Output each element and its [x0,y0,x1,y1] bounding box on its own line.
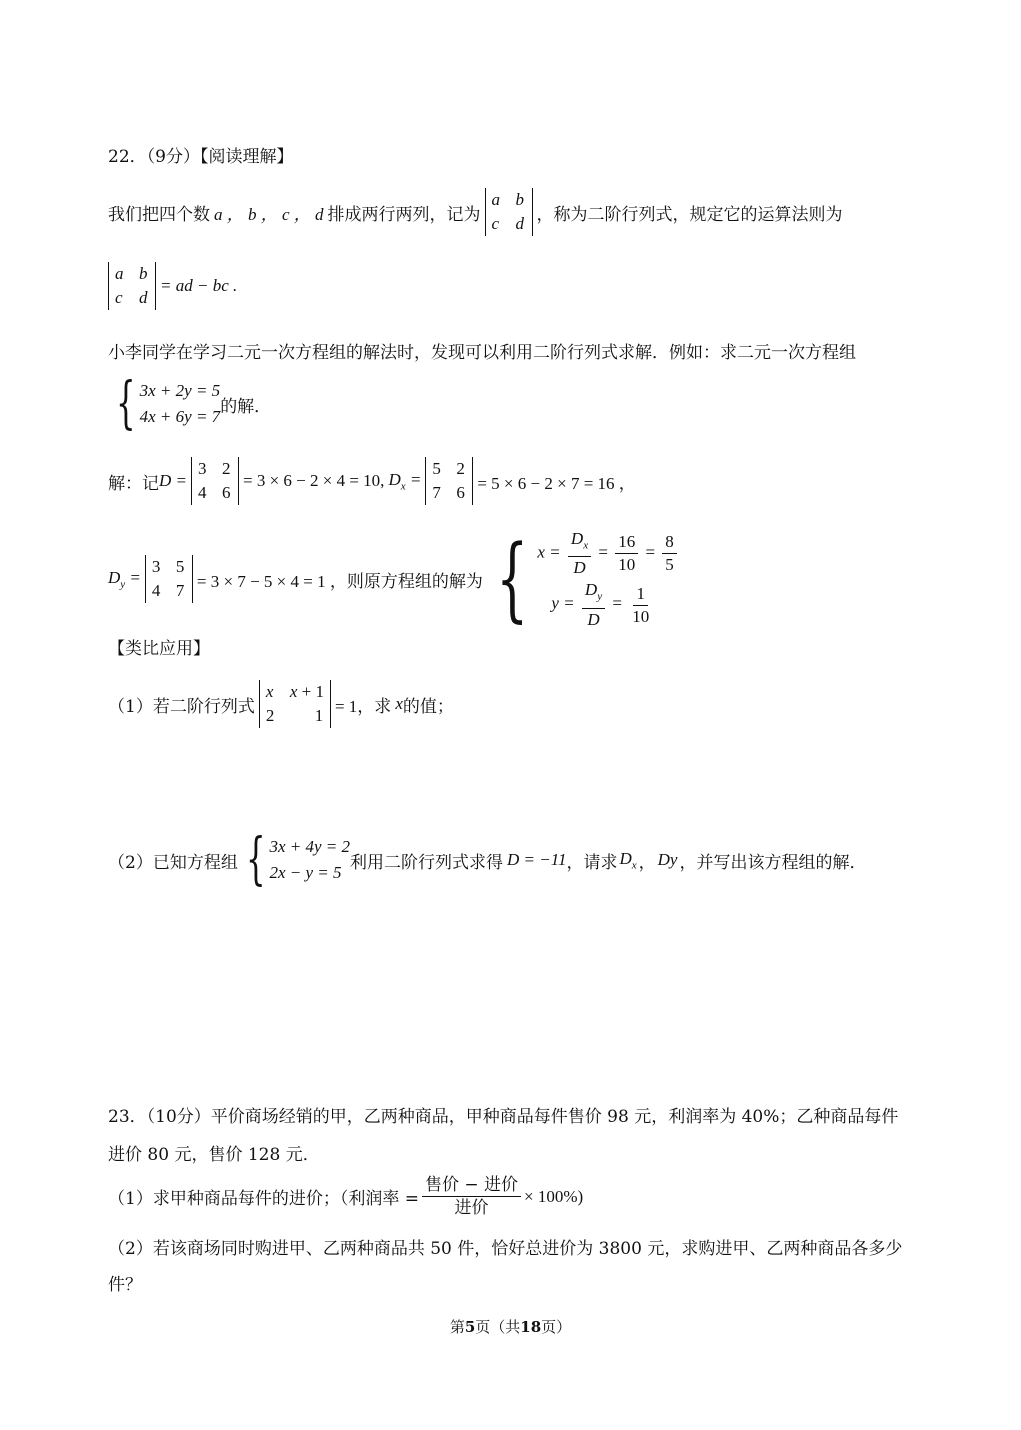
left-brace-icon: { [245,827,266,892]
intro-determinant: a b c d [485,188,533,236]
intro-vars: a ， b ， c ， d [214,204,324,224]
intro-text-a: 我们把四个数 [108,204,210,225]
x-frac2-num: 8 [662,531,677,554]
footer-b: 页（共 [475,1318,521,1336]
q23-part-2-line-2: 件？ [108,1275,142,1295]
y-frac-num: 1 [633,583,648,606]
profit-rate-numerator: 售价 − 进价 [422,1174,521,1197]
definition-determinant: a b c d [108,262,156,310]
paragraph-2-text: 小李同学在学习二元一次方程组的解法时，发现可以利用二阶行列式求解．例如：求二元一次方程组 [108,343,856,363]
q23-part-2 [108,1234,902,1259]
question-1-text-b: = 1，求 [334,696,392,716]
q23-part-2-line-1: （2）若该商场同时购进甲、乙两种商品共 50 件，恰好总进价为 3800 元，求购进甲、乙两种商品各多少 [108,1239,903,1259]
q22-example-system [108,371,272,436]
q23-line-1 [108,1102,898,1127]
intro-text-c: ，称为二阶行列式，规定它的运算法则为 [536,204,843,225]
question-2-D-value: D = −11 [507,850,567,869]
q23-part-1 [108,1174,583,1219]
solution-label: 解：记 [108,473,159,494]
q22-question-1: （1）若二阶行列式 x x + 1 2 1 = 1，求 x 的值； [108,680,454,728]
q23-line-1-text: 23．（10分）平价商场经销的甲，乙两种商品，甲种商品每件售价 98 元，利润率为 40%；乙种商品每件 [108,1107,899,1127]
x-frac1-num: 16 [615,531,638,554]
footer-c: 页） [541,1318,572,1336]
question-2-text-c: ，请求 [566,852,618,873]
example-tail: 的解． [220,396,272,417]
question-1-determinant: x x + 1 2 1 [259,680,331,728]
page-footer [0,1316,1021,1337]
footer-a: 第 [449,1318,465,1336]
q23-line-2-text: 进价 80 元，售价 128 元． [108,1145,320,1165]
solution-x-label: x = [537,542,561,562]
q23-part-1-text-a: （1）求甲种商品每件的进价；（利润率 = [108,1189,419,1209]
x-frac1-den: 10 [618,555,636,575]
solution-x-line: x = $\frac{D_x}{D}$ = $\frac{16}{10}$ = $\frac{8}{5}$ [537,528,679,579]
solution-D-determinant: 3 2 4 6 [191,457,239,505]
question-2-Dy: Dy [657,850,678,869]
question-2-text-a: （2）已知方程组 [108,852,238,873]
footer-page-number: 5 [464,1318,476,1336]
left-brace-icon: { [496,525,529,633]
q22-intro [108,188,843,236]
question-1-text-c: 的值； [402,696,454,717]
question-2-text-b: 利用二阶行列式求得 [350,852,504,873]
profit-rate-fraction [422,1174,521,1219]
analogy-text: 【类比应用】 [108,639,210,659]
profit-rate-denominator: 进价 [454,1198,489,1218]
question-2-text-d: ， [638,852,656,873]
intro-text-b: 排成两行两列，记为 [327,204,481,225]
question-2-eq-1: 3x + 4y = 2 [269,837,351,856]
question-2-system [238,827,351,892]
question-2-eq-2: 2x − y = 5 [269,863,342,882]
q23-part-2-cont [108,1270,142,1295]
example-equation-system [108,371,221,436]
question-2-text-e: ，并写出该方程组的解． [679,852,867,873]
solution-Dy-calc: = 3 × 7 − 5 × 4 = 1 ，则原方程组的解为 [196,571,483,591]
question-1-text-a: （1）若二阶行列式 [108,696,255,717]
q22-solution-line-2: $D_y$ = 3 5 4 7 = 3 × 7 − 5 × 4 = 1 ，则原方程组的解为 { x = $\frac{D_x}{D}$ = $\frac{16}{10}$ = $\frac{8}{5}$ y = $\frac{D_y}{D}$ = $\frac{1}{10}$ [108,528,680,631]
footer-total-pages: 18 [520,1318,542,1336]
q22-header-text: 22．（9分）【阅读理解】 [108,147,294,167]
solution-y-line: y = $\frac{D_y}{D}$ = $\frac{1}{10}$ [537,579,679,630]
q22-question-2: （2）已知方程组 { 3x + 4y = 2 2x − y = 5 利用二阶行列式求得 D = −11 ，请求 $D_x$ ， Dy ，并写出该方程组的解． [108,827,867,892]
q23-part-1-text-b: × 100%) [524,1186,584,1206]
example-eq-1: 3x + 2y = 5 [139,381,221,400]
solution-Dx-determinant: 5 2 7 6 [425,457,473,505]
q22-analogy-header [108,634,210,659]
solution-y-label: y = [551,593,575,613]
solution-system [483,525,680,633]
definition-result: = ad − bc . [160,276,238,295]
q22-header [108,142,293,167]
q23-line-2 [108,1140,320,1165]
q22-paragraph-2 [108,338,856,363]
q22-solution-line-1: 解：记 D = 3 2 4 6 = 3 × 6 − 2 × 4 = 10, $D_x$ = 5 2 7 6 = 5 × 6 − 2 × 7 = 16 ， [108,457,636,505]
left-brace-icon: { [116,371,136,436]
solution-D-calc: = 3 × 6 − 2 × 4 = 10, [243,471,385,490]
example-eq-2: 4x + 6y = 7 [139,407,221,426]
x-frac2-den: 5 [665,555,674,575]
solution-Dx-calc: = 5 × 6 − 2 × 7 = 16 ， [477,473,636,493]
solution-Dy-determinant: 3 5 4 7 [145,555,193,603]
q22-definition [108,262,237,310]
y-frac-den: 10 [632,606,650,626]
